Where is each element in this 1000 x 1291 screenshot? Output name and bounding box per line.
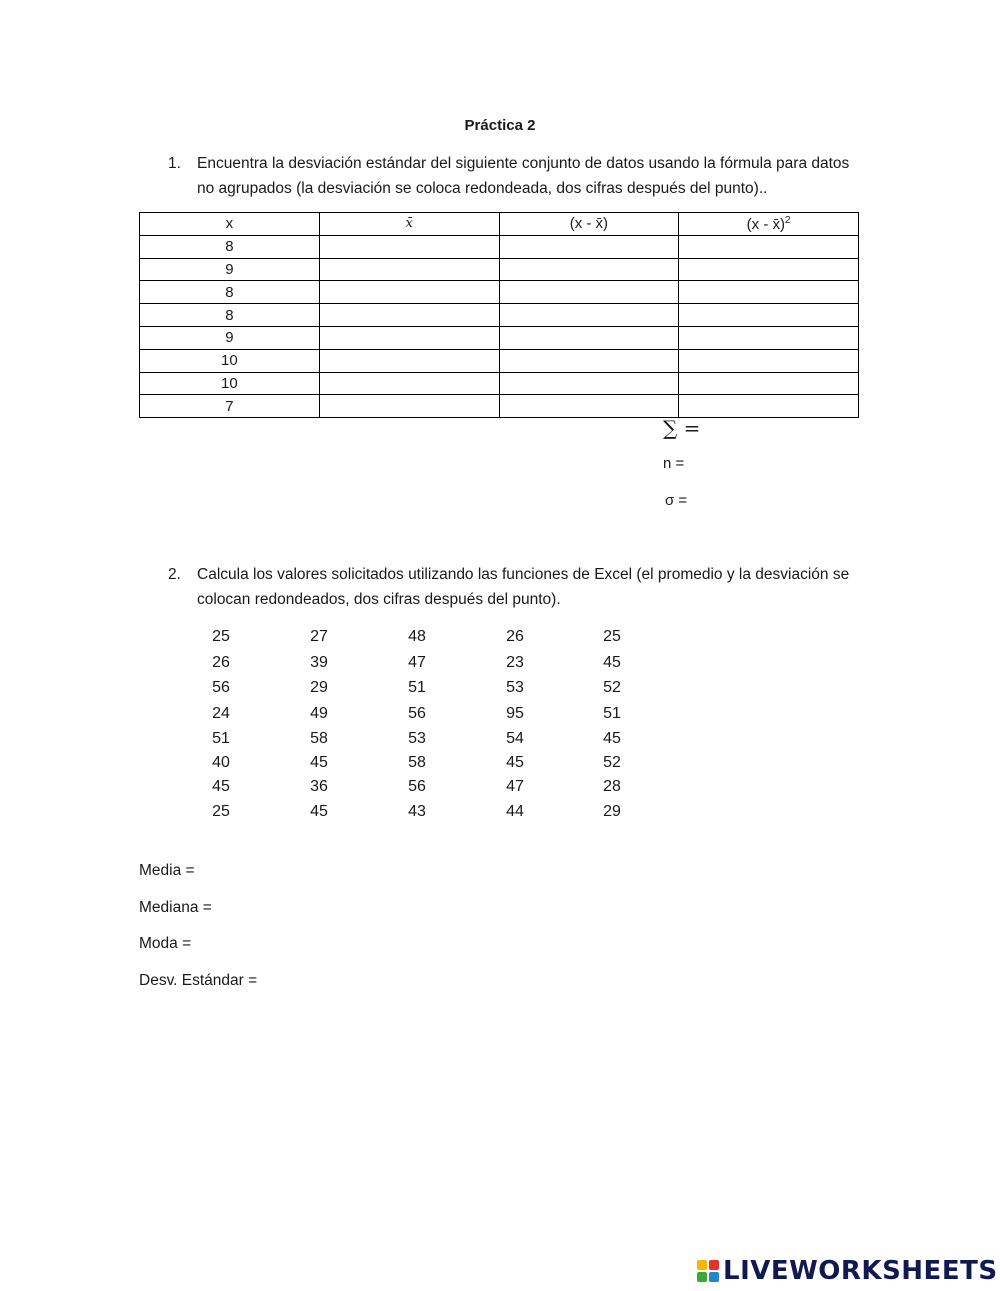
- desv-label: Desv. Estándar =: [139, 972, 258, 989]
- table-row: [140, 326, 859, 349]
- sum-label: ∑ =: [663, 416, 701, 440]
- question-1-text: Encuentra la desviación estándar del siguiente conjunto de datos usando la fórmula para datos no agrupados (la desviación se coloca redondeada, dos cifras después del punto)..: [197, 155, 850, 197]
- grid-value: 49: [310, 705, 328, 722]
- grid-value: 43: [408, 803, 426, 820]
- page-title: Práctica 2: [464, 117, 536, 134]
- grid-value: 95: [506, 705, 524, 722]
- mean-cell[interactable]: [319, 326, 499, 349]
- grid-value: 24: [212, 705, 230, 722]
- diff-cell[interactable]: [499, 304, 679, 327]
- question-1: [168, 151, 868, 201]
- squared-cell[interactable]: [679, 304, 859, 327]
- grid-value: 45: [506, 754, 524, 771]
- diff-cell[interactable]: [499, 349, 679, 372]
- grid-value: 26: [506, 628, 524, 645]
- grid-value: 56: [408, 778, 426, 795]
- logo-block: [697, 1272, 707, 1282]
- x-value-cell: 8: [140, 235, 320, 258]
- grid-value: 25: [603, 628, 621, 645]
- grid-value: 51: [603, 705, 621, 722]
- diff-cell[interactable]: [499, 258, 679, 281]
- grid-value: 51: [212, 730, 230, 747]
- grid-value: 52: [603, 679, 621, 696]
- header-x: x: [140, 213, 320, 236]
- header-mean: x̄: [319, 213, 499, 236]
- grid-value: 47: [506, 778, 524, 795]
- header-squared: [679, 213, 859, 236]
- table-row: [140, 258, 859, 281]
- squared-cell[interactable]: [679, 258, 859, 281]
- table-header-row: [140, 213, 859, 236]
- logo-block: [709, 1272, 719, 1282]
- header-squared-base: (x - x̄): [746, 215, 785, 233]
- grid-value: 39: [310, 654, 328, 671]
- logo-blocks-icon: [697, 1260, 719, 1282]
- grid-value: 45: [310, 803, 328, 820]
- mediana-label: Mediana =: [139, 899, 212, 916]
- logo-text: LIVEWORKSHEETS: [723, 1256, 998, 1286]
- grid-value: 26: [212, 654, 230, 671]
- diff-cell[interactable]: [499, 326, 679, 349]
- grid-value: 29: [603, 803, 621, 820]
- squared-cell[interactable]: [679, 395, 859, 418]
- question-2-text: Calcula los valores solicitados utilizando las funciones de Excel (el promedio y la desviación se colocan redondeados, dos cifras después del punto).: [197, 566, 850, 608]
- x-value-cell: 10: [140, 349, 320, 372]
- grid-value: 58: [310, 730, 328, 747]
- grid-value: 27: [310, 628, 328, 645]
- x-value-cell: 9: [140, 258, 320, 281]
- grid-value: 28: [603, 778, 621, 795]
- grid-value: 56: [408, 705, 426, 722]
- header-diff: (x - x̄): [499, 213, 679, 236]
- table-row: [140, 235, 859, 258]
- x-value-cell: 9: [140, 326, 320, 349]
- squared-cell[interactable]: [679, 281, 859, 304]
- grid-value: 23: [506, 654, 524, 671]
- grid-value: 58: [408, 754, 426, 771]
- grid-value: 53: [408, 730, 426, 747]
- table-row: [140, 349, 859, 372]
- mean-cell[interactable]: [319, 258, 499, 281]
- logo-block: [709, 1260, 719, 1270]
- mean-cell[interactable]: [319, 349, 499, 372]
- grid-value: 53: [506, 679, 524, 696]
- grid-value: 45: [603, 730, 621, 747]
- grid-value: 45: [603, 654, 621, 671]
- mean-cell[interactable]: [319, 281, 499, 304]
- grid-value: 44: [506, 803, 524, 820]
- grid-value: 56: [212, 679, 230, 696]
- n-label: n =: [663, 455, 685, 472]
- squared-cell[interactable]: [679, 372, 859, 395]
- squared-cell[interactable]: [679, 326, 859, 349]
- diff-cell[interactable]: [499, 395, 679, 418]
- diff-cell[interactable]: [499, 235, 679, 258]
- squared-cell[interactable]: [679, 235, 859, 258]
- grid-value: 40: [212, 754, 230, 771]
- grid-value: 54: [506, 730, 524, 747]
- grid-value: 36: [310, 778, 328, 795]
- diff-cell[interactable]: [499, 372, 679, 395]
- mean-cell[interactable]: [319, 304, 499, 327]
- media-label: Media =: [139, 862, 195, 879]
- grid-value: 47: [408, 654, 426, 671]
- question-2: [168, 562, 868, 612]
- mean-cell[interactable]: [319, 395, 499, 418]
- moda-label: Moda =: [139, 935, 192, 952]
- x-value-cell: 7: [140, 395, 320, 418]
- question-2-number: 2.: [168, 566, 181, 583]
- x-value-cell: 8: [140, 304, 320, 327]
- grid-value: 45: [310, 754, 328, 771]
- table-row: [140, 281, 859, 304]
- table-row: [140, 395, 859, 418]
- squared-cell[interactable]: [679, 349, 859, 372]
- mean-cell[interactable]: [319, 235, 499, 258]
- grid-value: 25: [212, 628, 230, 645]
- logo-block: [697, 1260, 707, 1270]
- mean-cell[interactable]: [319, 372, 499, 395]
- x-value-cell: 8: [140, 281, 320, 304]
- grid-value: 52: [603, 754, 621, 771]
- table-row: [140, 304, 859, 327]
- grid-value: 51: [408, 679, 426, 696]
- grid-value: 48: [408, 628, 426, 645]
- liveworksheets-logo: [697, 1254, 998, 1288]
- grid-value: 25: [212, 803, 230, 820]
- grid-value: 45: [212, 778, 230, 795]
- table-row: [140, 372, 859, 395]
- grid-value: 29: [310, 679, 328, 696]
- deviation-table: [139, 212, 859, 418]
- question-1-number: 1.: [168, 155, 181, 172]
- std-label: σ =: [665, 492, 688, 509]
- diff-cell[interactable]: [499, 281, 679, 304]
- x-value-cell: 10: [140, 372, 320, 395]
- header-squared-exponent: 2: [785, 214, 791, 226]
